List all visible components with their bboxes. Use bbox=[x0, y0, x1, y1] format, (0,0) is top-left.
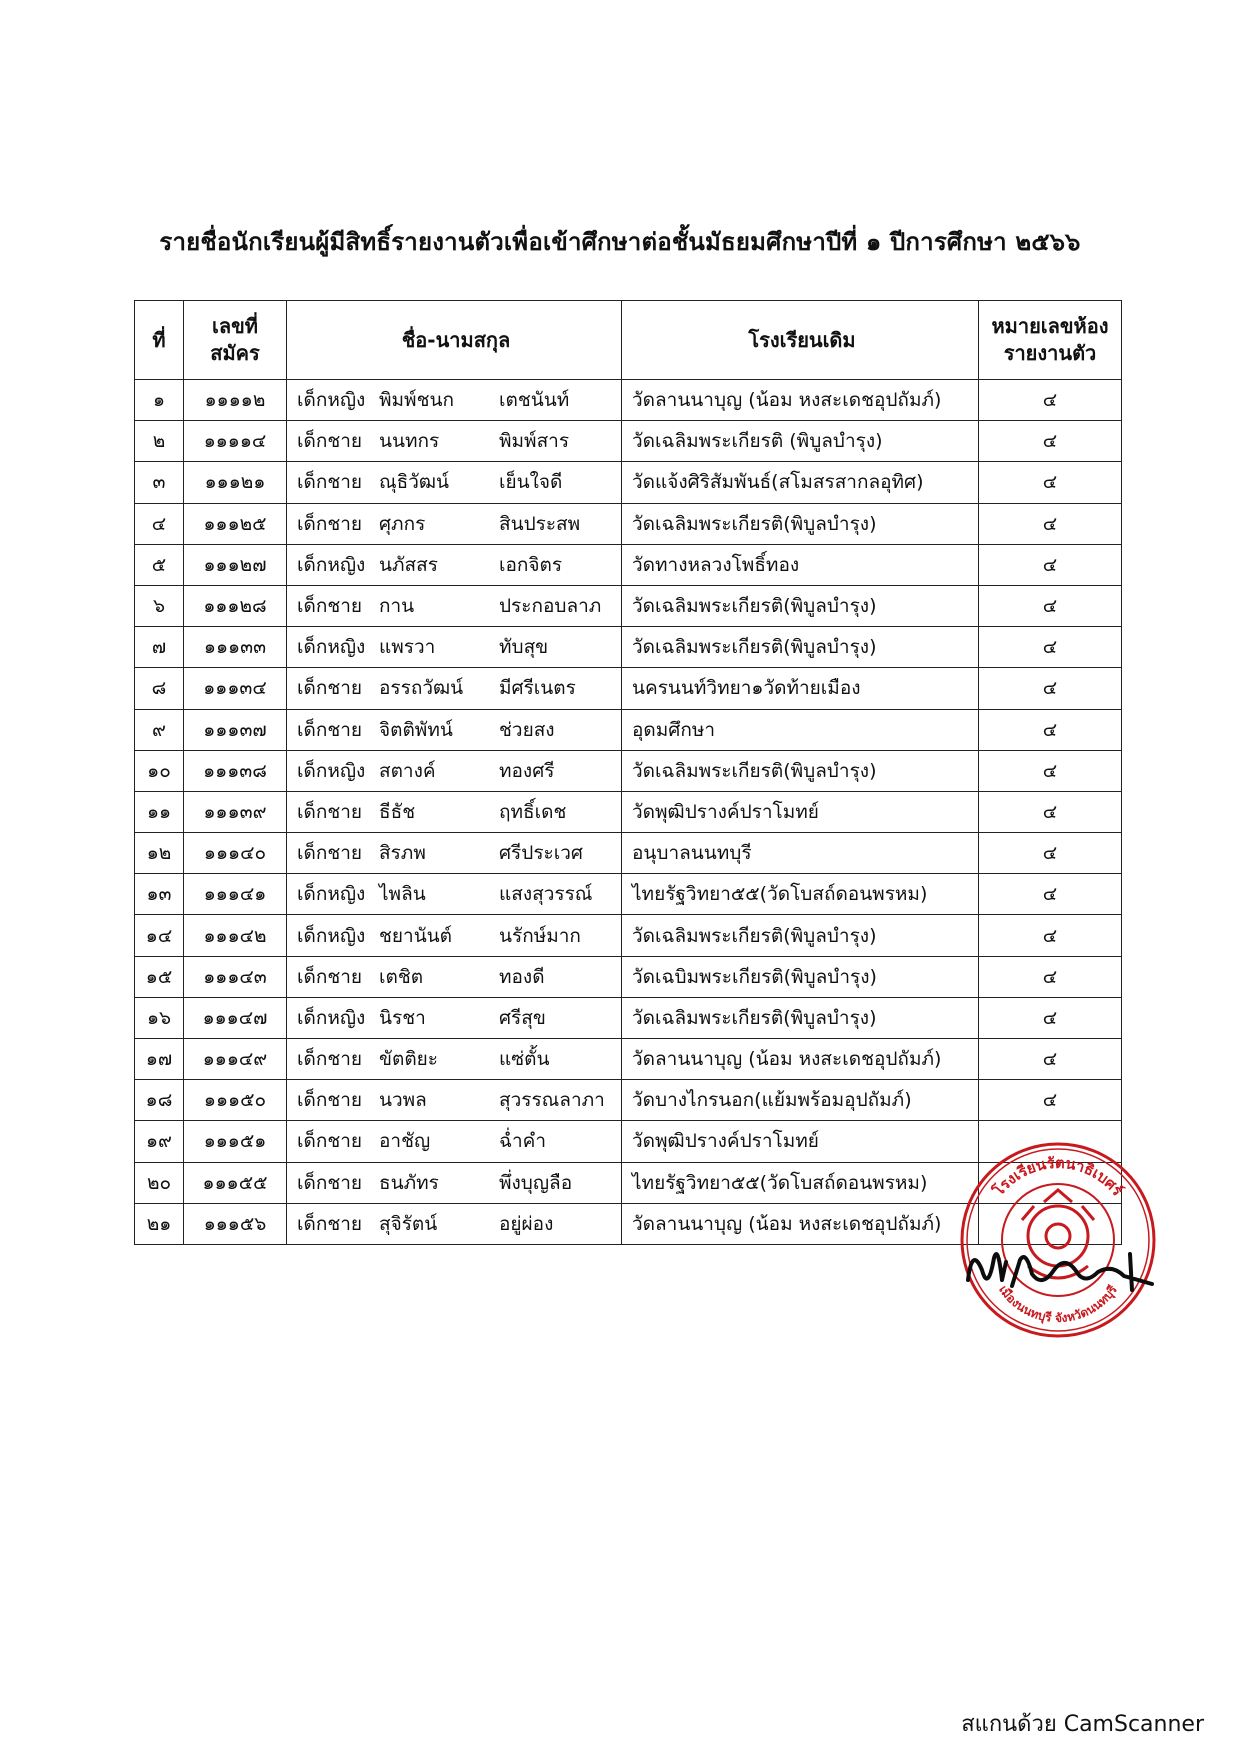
report-room: ๔ bbox=[979, 1039, 1122, 1080]
previous-school: วัดเฉลิมพระเกียรติ(พิบูลบำรุง) bbox=[622, 915, 979, 956]
previous-school: วัดเฉบิมพระเกียรติ(พิบูลบำรุง) bbox=[622, 956, 979, 997]
last-name: แซ่ตั้น bbox=[499, 1048, 550, 1071]
row-number: ๑๕ bbox=[135, 956, 184, 997]
application-number: ๑๑๑๔๑ bbox=[184, 874, 287, 915]
first-name: แพรวา bbox=[379, 636, 436, 659]
last-name: เย็นใจดี bbox=[499, 471, 563, 494]
report-room: ๔ bbox=[979, 750, 1122, 791]
row-number: ๑๓ bbox=[135, 874, 184, 915]
previous-school: วัดเฉลิมพระเกียรติ(พิบูลบำรุง) bbox=[622, 627, 979, 668]
table-row bbox=[135, 750, 1122, 791]
application-number: ๑๑๑๒๗ bbox=[184, 544, 287, 585]
row-number: ๑ bbox=[135, 380, 184, 421]
previous-school: วัดลานนาบุญ (น้อม หงสะเดชอุปถัมภ์) bbox=[622, 1039, 979, 1080]
report-room: ๔ bbox=[979, 544, 1122, 585]
application-number: ๑๑๑๔๐ bbox=[184, 833, 287, 874]
previous-school: อนุบาลนนทบุรี bbox=[622, 833, 979, 874]
first-name: จิตติพัทน์ bbox=[379, 718, 453, 741]
table-row bbox=[135, 462, 1122, 503]
last-name: อยู่ผ่อง bbox=[499, 1212, 554, 1235]
table-row bbox=[135, 833, 1122, 874]
application-number: ๑๑๑๑๔ bbox=[184, 421, 287, 462]
previous-school: ไทยรัฐวิทยา๕๕(วัดโบสถ์ดอนพรหม) bbox=[622, 1162, 979, 1203]
table-row bbox=[135, 668, 1122, 709]
table-row bbox=[135, 791, 1122, 832]
report-room: ๔ bbox=[979, 668, 1122, 709]
table-row bbox=[135, 380, 1122, 421]
first-name: นภัสสร bbox=[379, 553, 438, 576]
table-row bbox=[135, 585, 1122, 626]
camscanner-footer: สแกนด้วย CamScanner bbox=[961, 1712, 1204, 1737]
student-name bbox=[287, 1121, 622, 1162]
name-prefix: เด็กหญิง bbox=[297, 924, 366, 947]
student-name bbox=[287, 997, 622, 1038]
header-app-no bbox=[184, 301, 287, 380]
first-name: นวพล bbox=[379, 1089, 427, 1112]
name-prefix: เด็กชาย bbox=[297, 1212, 363, 1235]
report-room: ๔ bbox=[979, 874, 1122, 915]
stamp-bottom-text: เมืองนนทบุรี จังหวัดนนทบุรี bbox=[996, 1282, 1120, 1326]
last-name: สุวรรณลาภา bbox=[499, 1089, 605, 1112]
table-header-row bbox=[135, 301, 1122, 380]
row-number: ๖ bbox=[135, 585, 184, 626]
previous-school: ไทยรัฐวิทยา๕๕(วัดโบสถ์ดอนพรหม) bbox=[622, 874, 979, 915]
first-name: กาน bbox=[379, 595, 415, 618]
student-name bbox=[287, 380, 622, 421]
signature bbox=[962, 1240, 1158, 1300]
name-prefix: เด็กชาย bbox=[297, 965, 363, 988]
row-number: ๑๑ bbox=[135, 791, 184, 832]
last-name: นรักษ์มาก bbox=[499, 924, 581, 947]
row-number: ๓ bbox=[135, 462, 184, 503]
name-prefix: เด็กชาย bbox=[297, 800, 363, 823]
report-room: ๔ bbox=[979, 627, 1122, 668]
row-number: ๒ bbox=[135, 421, 184, 462]
student-name bbox=[287, 709, 622, 750]
name-prefix: เด็กชาย bbox=[297, 842, 363, 865]
last-name: มีศรีเนตร bbox=[499, 677, 576, 700]
first-name: ขัตติยะ bbox=[379, 1048, 439, 1071]
report-room: ๔ bbox=[979, 421, 1122, 462]
name-prefix: เด็กหญิง bbox=[297, 553, 366, 576]
last-name: ทองศรี bbox=[499, 759, 555, 782]
header-room-part: รายงานตัว bbox=[1003, 341, 1097, 365]
application-number: ๑๑๑๔๗ bbox=[184, 997, 287, 1038]
report-room: ๔ bbox=[979, 380, 1122, 421]
first-name: ธีธัช bbox=[379, 800, 416, 823]
student-name bbox=[287, 750, 622, 791]
name-prefix: เด็กชาย bbox=[297, 1089, 363, 1112]
previous-school: วัดเฉลิมพระเกียรติ(พิบูลบำรุง) bbox=[622, 997, 979, 1038]
document-title: รายชื่อนักเรียนผู้มีสิทธิ์รายงานตัวเพื่อเข้าศึกษาต่อชั้นมัธยมศึกษาปีที่ ๑ ปีการศึกษา ๒๕๖๖ bbox=[159, 228, 1081, 256]
table-row bbox=[135, 421, 1122, 462]
previous-school: วัดเฉลิมพระเกียรติ(พิบูลบำรุง) bbox=[622, 503, 979, 544]
student-name bbox=[287, 1162, 622, 1203]
row-number: ๙ bbox=[135, 709, 184, 750]
first-name: สุจิรัตน์ bbox=[379, 1212, 438, 1235]
application-number: ๑๑๑๓๔ bbox=[184, 668, 287, 709]
header-school: โรงเรียนเดิม bbox=[622, 301, 979, 380]
table-row bbox=[135, 503, 1122, 544]
last-name: ฤทธิ์เดช bbox=[499, 800, 567, 823]
first-name: ชยานันต์ bbox=[379, 924, 453, 947]
header-app-no-line bbox=[190, 313, 280, 367]
last-name: ทองดี bbox=[499, 965, 545, 988]
application-number: ๑๑๑๔๒ bbox=[184, 915, 287, 956]
previous-school: วัดทางหลวงโพธิ์ทอง bbox=[622, 544, 979, 585]
student-name bbox=[287, 627, 622, 668]
header-no: ที่ bbox=[135, 301, 184, 380]
row-number: ๑๗ bbox=[135, 1039, 184, 1080]
report-room: ๔ bbox=[979, 833, 1122, 874]
student-name bbox=[287, 544, 622, 585]
report-room: ๔ bbox=[979, 1080, 1122, 1121]
previous-school: วัดพุฒิปรางค์ปราโมทย์ bbox=[622, 791, 979, 832]
table-row bbox=[135, 874, 1122, 915]
table-row bbox=[135, 956, 1122, 997]
first-name: อรรถวัฒน์ bbox=[379, 677, 464, 700]
student-name bbox=[287, 833, 622, 874]
first-name: สตางค์ bbox=[379, 759, 436, 782]
application-number: ๑๑๑๓๗ bbox=[184, 709, 287, 750]
application-number: ๑๑๑๕๐ bbox=[184, 1080, 287, 1121]
application-number: ๑๑๑๓๙ bbox=[184, 791, 287, 832]
previous-school: วัดเฉลิมพระเกียรติ (พิบูลบำรุง) bbox=[622, 421, 979, 462]
student-name bbox=[287, 1039, 622, 1080]
student-name bbox=[287, 791, 622, 832]
application-number: ๑๑๑๕๑ bbox=[184, 1121, 287, 1162]
previous-school: วัดเฉลิมพระเกียรติ(พิบูลบำรุง) bbox=[622, 750, 979, 791]
previous-school: วัดลานนาบุญ (น้อม หงสะเดชอุปถัมภ์) bbox=[622, 1203, 979, 1244]
table-row bbox=[135, 544, 1122, 585]
last-name: พึ่งบุญลือ bbox=[499, 1171, 573, 1194]
row-number: ๔ bbox=[135, 503, 184, 544]
application-number: ๑๑๑๑๒ bbox=[184, 380, 287, 421]
previous-school: อุดมศึกษา bbox=[622, 709, 979, 750]
report-room: ๔ bbox=[979, 956, 1122, 997]
first-name: เตชิต bbox=[379, 965, 424, 988]
student-name bbox=[287, 956, 622, 997]
first-name: อาชัญ bbox=[379, 1130, 431, 1153]
table-row bbox=[135, 1080, 1122, 1121]
table-row bbox=[135, 997, 1122, 1038]
name-prefix: เด็กชาย bbox=[297, 471, 363, 494]
row-number: ๒๐ bbox=[135, 1162, 184, 1203]
previous-school: วัดพุฒิปรางค์ปราโมทย์ bbox=[622, 1121, 979, 1162]
student-name bbox=[287, 503, 622, 544]
name-prefix: เด็กหญิง bbox=[297, 883, 366, 906]
report-room: ๔ bbox=[979, 791, 1122, 832]
row-number: ๕ bbox=[135, 544, 184, 585]
row-number: ๗ bbox=[135, 627, 184, 668]
table-row bbox=[135, 915, 1122, 956]
first-name: ศุภกร bbox=[379, 512, 426, 535]
previous-school: วัดเฉลิมพระเกียรติ(พิบูลบำรุง) bbox=[622, 585, 979, 626]
name-prefix: เด็กชาย bbox=[297, 718, 363, 741]
application-number: ๑๑๑๒๑ bbox=[184, 462, 287, 503]
first-name: นิรชา bbox=[379, 1006, 426, 1029]
student-name bbox=[287, 1203, 622, 1244]
application-number: ๑๑๑๓๘ bbox=[184, 750, 287, 791]
student-table bbox=[134, 300, 1122, 1245]
row-number: ๑๐ bbox=[135, 750, 184, 791]
name-prefix: เด็กชาย bbox=[297, 595, 363, 618]
student-name bbox=[287, 915, 622, 956]
header-room-part: หมายเลขห้อง bbox=[991, 314, 1109, 338]
header-app-no-part: เลขที่ bbox=[212, 314, 258, 338]
table-body bbox=[135, 380, 1122, 1245]
student-name bbox=[287, 585, 622, 626]
name-prefix: เด็กหญิง bbox=[297, 389, 366, 412]
last-name: เอกจิตร bbox=[499, 553, 563, 576]
first-name: ไพลิน bbox=[379, 883, 426, 906]
student-name bbox=[287, 421, 622, 462]
header-name: ชื่อ-นามสกุล bbox=[287, 301, 622, 380]
first-name: นนทกร bbox=[379, 430, 440, 453]
table-row bbox=[135, 627, 1122, 668]
name-prefix: เด็กชาย bbox=[297, 430, 363, 453]
first-name: ณุธิวัฒน์ bbox=[379, 471, 450, 494]
row-number: ๑๙ bbox=[135, 1121, 184, 1162]
name-prefix: เด็กชาย bbox=[297, 512, 363, 535]
application-number: ๑๑๑๒๕ bbox=[184, 503, 287, 544]
name-prefix: เด็กชาย bbox=[297, 1171, 363, 1194]
stamp-top-text: โรงเรียนรัตนาธิเบศร์ bbox=[989, 1153, 1127, 1200]
last-name: ทับสุข bbox=[499, 636, 549, 659]
row-number: ๑๒ bbox=[135, 833, 184, 874]
table-row bbox=[135, 709, 1122, 750]
application-number: ๑๑๑๕๕ bbox=[184, 1162, 287, 1203]
report-room: ๔ bbox=[979, 585, 1122, 626]
row-number: ๑๖ bbox=[135, 997, 184, 1038]
student-name bbox=[287, 462, 622, 503]
student-name bbox=[287, 874, 622, 915]
last-name: ศรีประเวศ bbox=[499, 842, 583, 865]
previous-school: วัดลานนาบุญ (น้อม หงสะเดชอุปถัมภ์) bbox=[622, 380, 979, 421]
previous-school: วัดบางไกรนอก(แย้มพร้อมอุปถัมภ์) bbox=[622, 1080, 979, 1121]
application-number: ๑๑๑๔๓ bbox=[184, 956, 287, 997]
row-number: ๑๘ bbox=[135, 1080, 184, 1121]
last-name: แสงสุวรรณ์ bbox=[499, 883, 593, 906]
row-number: ๒๑ bbox=[135, 1203, 184, 1244]
name-prefix: เด็กชาย bbox=[297, 677, 363, 700]
last-name: ศรีสุข bbox=[499, 1006, 546, 1029]
name-prefix: เด็กหญิง bbox=[297, 1006, 366, 1029]
first-name: พิมพ์ชนก bbox=[379, 389, 454, 412]
header-app-no-part: สมัคร bbox=[210, 341, 260, 365]
last-name: ประกอบลาภ bbox=[499, 595, 602, 618]
application-number: ๑๑๑๓๓ bbox=[184, 627, 287, 668]
student-name bbox=[287, 1080, 622, 1121]
previous-school: นครนนท์วิทยา๑วัดท้ายเมือง bbox=[622, 668, 979, 709]
last-name: สินประสพ bbox=[499, 512, 581, 535]
application-number: ๑๑๑๕๖ bbox=[184, 1203, 287, 1244]
name-prefix: เด็กชาย bbox=[297, 1130, 363, 1153]
application-number: ๑๑๑๒๘ bbox=[184, 585, 287, 626]
name-prefix: เด็กชาย bbox=[297, 1048, 363, 1071]
last-name: ฉ่ำคำ bbox=[499, 1130, 546, 1153]
row-number: ๑๔ bbox=[135, 915, 184, 956]
row-number: ๘ bbox=[135, 668, 184, 709]
name-prefix: เด็กหญิง bbox=[297, 759, 366, 782]
report-room: ๔ bbox=[979, 462, 1122, 503]
report-room: ๔ bbox=[979, 997, 1122, 1038]
first-name: ธนภัทร bbox=[379, 1171, 439, 1194]
report-room: ๔ bbox=[979, 709, 1122, 750]
table-row bbox=[135, 1039, 1122, 1080]
previous-school: วัดแจ้งศิริสัมพันธ์(สโมสรสากลอุทิศ) bbox=[622, 462, 979, 503]
name-prefix: เด็กหญิง bbox=[297, 636, 366, 659]
last-name: เตชนันท์ bbox=[499, 389, 570, 412]
last-name: ช่วยสง bbox=[499, 718, 555, 741]
student-name bbox=[287, 668, 622, 709]
report-room: ๔ bbox=[979, 915, 1122, 956]
header-room-line bbox=[985, 313, 1115, 367]
application-number: ๑๑๑๔๙ bbox=[184, 1039, 287, 1080]
report-room: ๔ bbox=[979, 503, 1122, 544]
header-room bbox=[979, 301, 1122, 380]
last-name: พิมพ์สาร bbox=[499, 430, 570, 453]
first-name: สิรภพ bbox=[379, 842, 426, 865]
